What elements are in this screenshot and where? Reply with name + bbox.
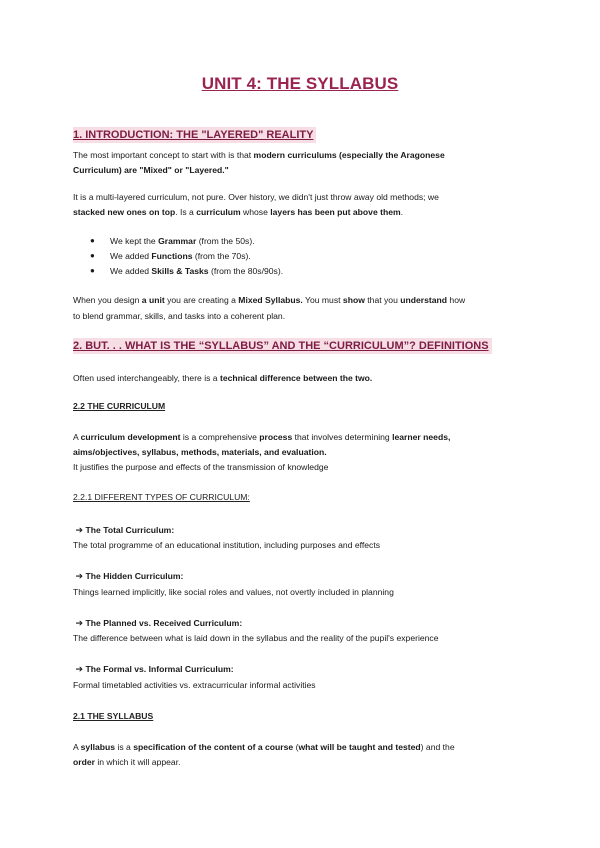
curriculum-type-formal: ➔ The Formal vs. Informal Curriculum: (73, 664, 234, 674)
paragraph-design-line2: to blend grammar, skills, and tasks into a coherent plan. (73, 311, 286, 321)
curriculum-type-hidden: ➔ The Hidden Curriculum: (73, 571, 184, 581)
curriculum-type-total: ➔ The Total Curriculum: (73, 525, 175, 535)
paragraph-curriculum-line1: A curriculum development is a comprehensive process that involves determining learner needs, (73, 432, 451, 442)
section-heading-introduction: 1. INTRODUCTION: THE "LAYERED" REALITY (73, 127, 316, 143)
paragraph-layered-line2: stacked new ones on top. Is a curriculum whose layers has been put above them. (73, 207, 404, 217)
subheading-curriculum-types: 2.2.1 DIFFERENT TYPES OF CURRICULUM: (73, 492, 250, 502)
right-arrow-icon: ➔ (73, 618, 86, 628)
bullet-dot-icon: ● (90, 266, 95, 275)
document-page: UNIT 4: THE SYLLABUS 1. INTRODUCTION: THE "LAYERED" REALITY The most important concept to start with is that modern curriculums (especially the Aragonese Curriculum) are "Mixed" or "Layered." It is a multi-layered curriculum, not pure. Over history, we didn't just throw away old methods; we stacked new ones on top. Is a curriculum whose layers has been put above them. ● We kept the Grammar (from the 50s). ● We added Functions (from the 70s). ● We added Skills & Tasks (from the 80s/90s). When you design a unit you are creating a Mixed Syllabus. You must show that you understand how to blend grammar, skills, and tasks into a coherent plan. 2. BUT. . . WHAT IS THE “SYLLABUS” AND THE “CURRICULUM”? DEFINITIONS Often used interchangeably, there is a technical difference between the two. 2.2 THE CURRICULUM A curriculum development is a comprehensive process that involves determining learner needs, aims/objectives, syllabus, methods, materials, and evaluation. It justifies the purpose and effects of the transmission of knowledge 2.2.1 DIFFERENT TYPES OF CURRICULUM: ➔ The Total Curriculum: The total programme of an educational institution, including purposes and effects ➔ The Hidden Curriculum: Things learned implicitly, like social roles and values, not overtly included in planning ➔ The Planned vs. Received Curriculum: The difference between what is laid down in the syllabus and the reality of the pupil's experience ➔ The Formal vs. Informal Curriculum: Formal timetabled activities vs. extracurricular informal activities 2.1 THE SYLLABUS A syllabus is a specification of the content of a course (what will be taught and tested) and the order in which it will appear. (0, 0, 600, 848)
subheading-syllabus: 2.1 THE SYLLABUS (73, 711, 154, 721)
section-heading-definitions: 2. BUT. . . WHAT IS THE “SYLLABUS” AND THE “CURRICULUM”? DEFINITIONS (73, 338, 492, 354)
right-arrow-icon: ➔ (73, 525, 86, 535)
right-arrow-icon: ➔ (73, 664, 86, 674)
paragraph-syllabus-line1: A syllabus is a specification of the content of a course (what will be taught and tested) and the (73, 742, 455, 752)
curriculum-type-formal-desc: Formal timetabled activities vs. extracurricular informal activities (73, 680, 316, 690)
page-title: UNIT 4: THE SYLLABUS (201, 74, 399, 93)
paragraph-layered-line1: It is a multi-layered curriculum, not pure. Over history, we didn't just throw away old methods; we (73, 192, 439, 202)
curriculum-type-hidden-desc: Things learned implicitly, like social roles and values, not overtly included in planning (73, 587, 394, 597)
bullet-dot-icon: ● (90, 236, 95, 245)
paragraph-intro-line2: Curriculum) are "Mixed" or "Layered." (73, 165, 229, 175)
curriculum-type-planned-desc: The difference between what is laid down in the syllabus and the reality of the pupil's experience (73, 633, 439, 643)
paragraph-curriculum-line2: aims/objectives, syllabus, methods, materials, and evaluation. (73, 447, 327, 457)
curriculum-type-planned: ➔ The Planned vs. Received Curriculum: (73, 618, 243, 628)
paragraph-syllabus-line2: order in which it will appear. (73, 757, 181, 767)
subheading-curriculum: 2.2 THE CURRICULUM (73, 401, 166, 411)
right-arrow-icon: ➔ (73, 571, 86, 581)
paragraph-intro-line1: The most important concept to start with is that modern curriculums (especially the Aragonese (73, 150, 445, 160)
paragraph-design-line1: When you design a unit you are creating a Mixed Syllabus. You must show that you understand how (73, 295, 466, 305)
paragraph-curriculum-line3: It justifies the purpose and effects of the transmission of knowledge (73, 462, 329, 472)
bullet-dot-icon: ● (90, 251, 95, 260)
paragraph-definitions-intro: Often used interchangeably, there is a technical difference between the two. (73, 373, 373, 383)
curriculum-type-total-desc: The total programme of an educational institution, including purposes and effects (73, 540, 381, 550)
